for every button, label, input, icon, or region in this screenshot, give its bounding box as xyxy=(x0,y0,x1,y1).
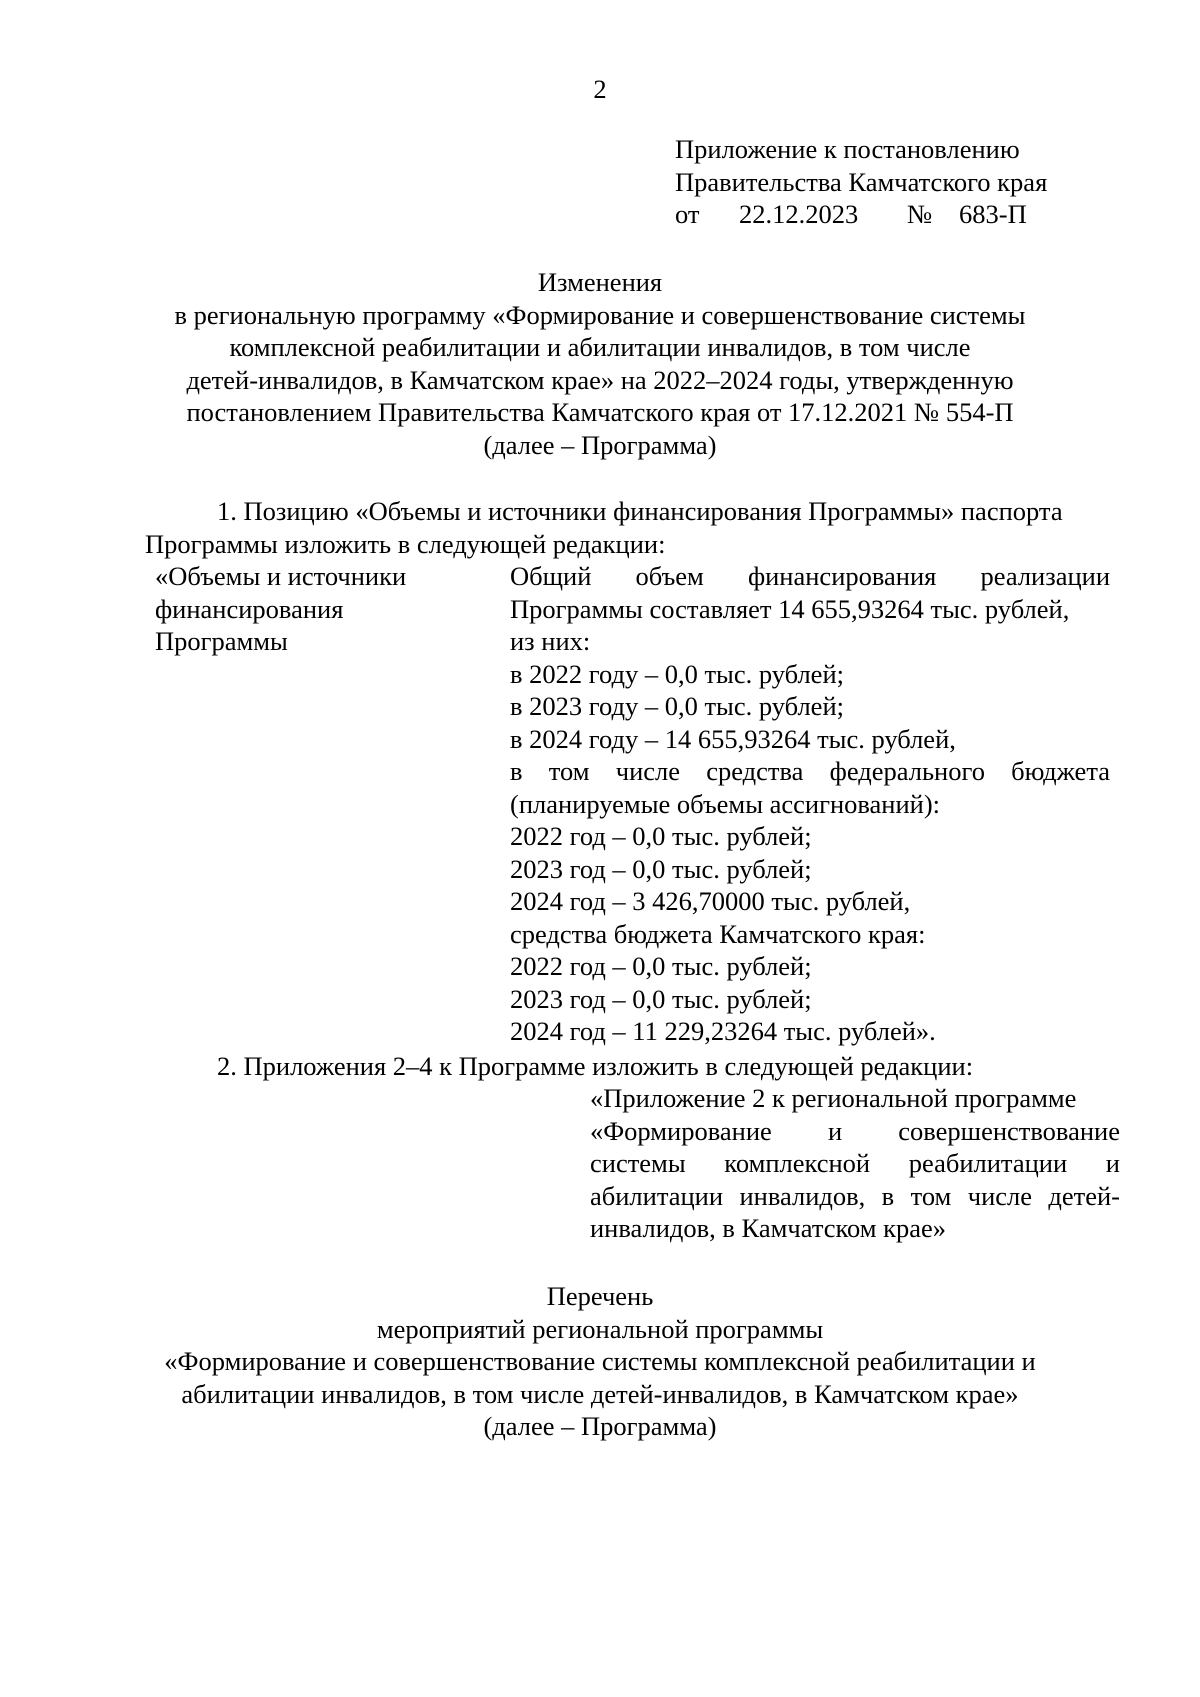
item-2-paragraph: 2. Приложения 2–4 к Программе изложить в следующей редакции: xyxy=(217,1051,974,1081)
approval-number-sign: № xyxy=(907,199,933,229)
passport-label-line: «Объемы и источники xyxy=(155,561,407,591)
changes-heading: Изменения xyxy=(537,267,663,297)
changes-title-line: постановлением Правительства Камчатского края от 17.12.2021 № 554-П xyxy=(186,397,1014,427)
passport-value-line: 2023 год – 0,0 тыс. рублей; xyxy=(510,853,812,884)
passport-value-line: в 2023 году – 0,0 тыс. рублей; xyxy=(510,691,844,721)
list-title-line: абилитации инвалидов, в том числе детей-инвалидов, в Камчатском крае» xyxy=(181,1378,1019,1409)
passport-value-line: (планируемые объемы ассигнований): xyxy=(510,788,941,819)
approval-date-row xyxy=(675,198,1135,231)
passport-label-line: финансирования xyxy=(155,593,344,624)
changes-title-line: (далее – Программа) xyxy=(483,429,717,460)
appendix-ref-line: системы комплексной реабилитации и xyxy=(590,1148,1120,1178)
passport-value-line: Общий объем финансирования реализации xyxy=(510,561,1110,591)
item-1-line-2: Программы изложить в следующей редакции: xyxy=(145,528,666,559)
passport-label-line: Программы xyxy=(155,626,288,656)
changes-title xyxy=(120,266,1080,461)
page-number: 2 xyxy=(593,74,607,104)
appendix-ref-line: абилитации инвалидов, в том числе детей- xyxy=(590,1180,1120,1211)
list-heading: Перечень xyxy=(546,1281,654,1311)
passport-value-line: 2024 год – 3 426,70000 тыс. рублей, xyxy=(510,886,911,916)
passport-value-line: 2024 год – 11 229,23264 тыс. рублей». xyxy=(510,1016,936,1046)
passport-value-line: 2022 год – 0,0 тыс. рублей; xyxy=(510,951,812,981)
list-title-line: (далее – Программа) xyxy=(483,1411,717,1441)
passport-position-label xyxy=(155,560,510,1048)
list-title-line: мероприятий региональной программы xyxy=(376,1313,824,1344)
passport-value-line: 2022 год – 0,0 тыс. рублей; xyxy=(510,821,812,851)
changes-title-line: детей-инвалидов, в Камчатском крае» на 2022–2024 годы, утвержденную xyxy=(186,364,1014,395)
changes-title-line: в региональную программу «Формирование и совершенствование системы xyxy=(174,299,1026,330)
appendix-ref-line: инвалидов, в Камчатском крае» xyxy=(590,1213,947,1243)
passport-position-value xyxy=(510,560,1110,1048)
passport-value-line: в 2024 году – 14 655,93264 тыс. рублей, xyxy=(510,723,956,754)
passport-value-line: 2023 год – 0,0 тыс. рублей; xyxy=(510,983,812,1014)
approval-number: 683-П xyxy=(959,199,1027,229)
approval-block xyxy=(675,133,1135,231)
passport-value-line: из них: xyxy=(510,626,591,656)
item-1-paragraph xyxy=(145,495,1125,560)
appendix-ref-line: «Формирование и совершенствование xyxy=(590,1115,1120,1146)
approval-line-2: Правительства Камчатского края xyxy=(675,166,1048,197)
changes-title-line: комплексной реабилитации и абилитации инвалидов, в том числе xyxy=(229,332,971,362)
passport-value-line: в 2022 году – 0,0 тыс. рублей; xyxy=(510,658,844,689)
approval-line-1: Приложение к постановлению xyxy=(675,134,1020,164)
passport-position xyxy=(155,560,1115,1048)
passport-value-line: средства бюджета Камчатского края: xyxy=(510,918,926,949)
list-title-line: «Формирование и совершенствование системы комплексной реабилитации и xyxy=(164,1346,1036,1376)
list-title xyxy=(120,1280,1080,1443)
approval-date: 22.12.2023 xyxy=(739,199,859,229)
appendix-ref-line: «Приложение 2 к региональной программе xyxy=(590,1083,1077,1113)
passport-value-line: Программы составляет 14 655,93264 тыс. рублей, xyxy=(510,593,1070,624)
item-1-line-1: 1. Позицию «Объемы и источники финансирования Программы» паспорта xyxy=(217,496,1063,526)
passport-value-line: в том числе средства федерального бюджета xyxy=(510,756,1110,786)
appendix-2-reference xyxy=(590,1082,1120,1245)
approval-from-label: от xyxy=(675,199,700,229)
